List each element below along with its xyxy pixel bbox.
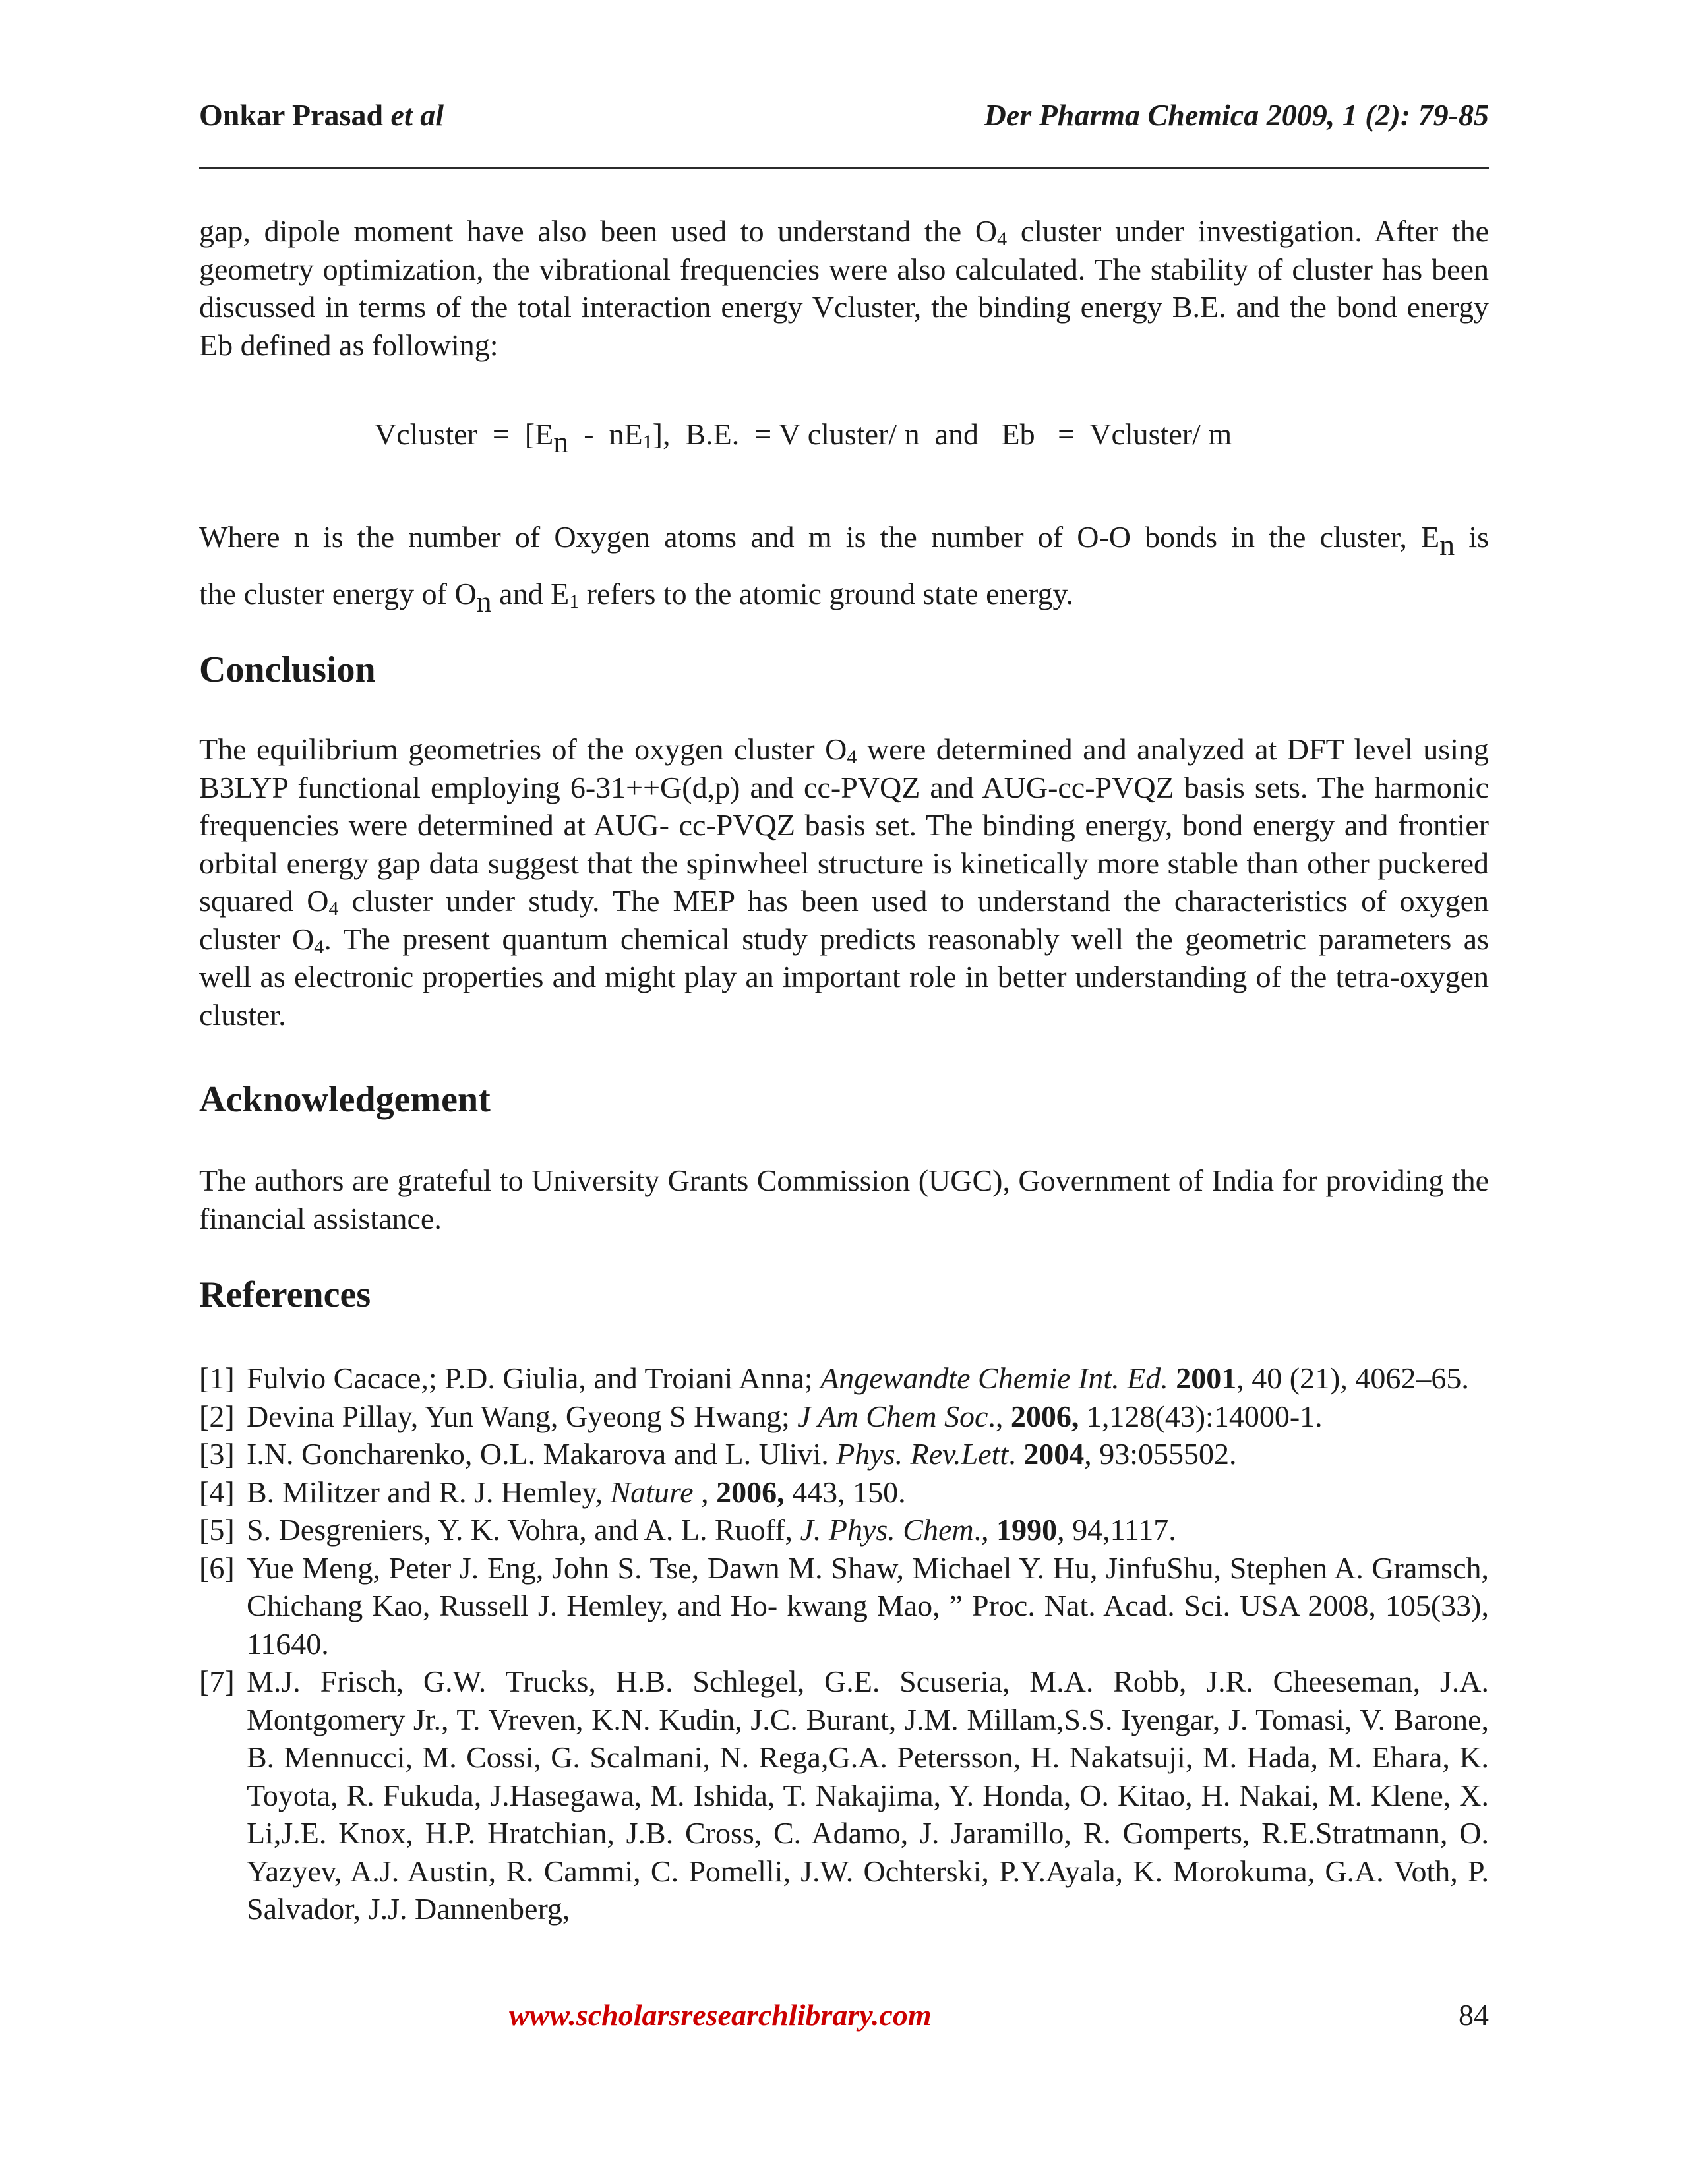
- reference-3: [3] I.N. Goncharenko, O.L. Makarova and L. Ulivi. Phys. Rev.Lett. 2004, 93:055502.: [199, 1437, 1237, 1471]
- reference-5: [5] S. Desgreniers, Y. K. Vohra, and A. L. Ruoff, J. Phys. Chem., 1990, 94,1117.: [199, 1513, 1176, 1547]
- reference-1: [1] Fulvio Cacace,; P.D. Giulia, and Troiani Anna; Angewandte Chemie Int. Ed. 2001, 40 (21), 4062–65.: [199, 1361, 1469, 1395]
- header-rule: [199, 167, 1489, 169]
- page-number: 84: [1459, 1998, 1489, 2032]
- intro-paragraph: gap, dipole moment have also been used to understand the $O_4$ cluster under investigation. After the geometry optimization, the vibrational frequencies were also calculated. The stability of cluster has been discussed in terms of the total interaction energy Vcluster, the binding energy B.E. and the bond energy Eb defined as following:: [199, 214, 1489, 362]
- reference-list: [199, 1359, 1489, 1928]
- header-journal: Der Pharma Chemica 2009, 1 (2): 79-85: [984, 98, 1489, 132]
- reference-7: [7] M.J. Frisch, G.W. Trucks, H.B. Schlegel, G.E. Scuseria, M.A. Robb, J.R. Cheeseman, J.A. Montgomery Jr., T. Vreven, K.N. Kudin, J.C. Burant, J.M. Millam,S.S. Iyengar, J. Tomasi, V. Barone, B. Mennucci, M. Cossi, G. Scalmani, N. Rega,G.A. Petersson, H. Nakatsuji, M. Hada, M. Ehara, K. Toyota, R. Fukuda, J.Hasegawa, M. Ishida, T. Nakajima, Y. Honda, O. Kitao, H. Nakai, M. Klene, X. Li,J.E. Knox, H.P. Hratchian, J.B. Cross, C. Adamo, J. Jaramillo, R. Gomperts, R.E.Stratmann, O. Yazyev, A.J. Austin, R. Cammi, C. Pomelli, J.W. Ochterski, P.Y.Ayala, K. Morokuma, G.A. Voth, P. Salvador, J.J. Dannenberg,: [199, 1665, 1489, 1926]
- reference-2: [2] Devina Pillay, Yun Wang, Gyeong S Hwang; J Am Chem Soc., 2006, 1,128(43):14000-1.: [199, 1399, 1323, 1433]
- conclusion-heading: Conclusion: [199, 649, 376, 690]
- energy-equation: Vcluster = $[En - nE_1]$, B.E. = V cluster/ n and Eb = Vcluster/ m: [375, 417, 1232, 459]
- footer-website-link[interactable]: www.scholarsresearchlibrary.com: [509, 1998, 932, 2032]
- definition-line-2: the cluster energy of On and $E_1$ refers to the atomic ground state energy.: [199, 577, 1073, 618]
- running-header: [199, 98, 1489, 140]
- acknowledgement-heading: Acknowledgement: [199, 1079, 491, 1120]
- acknowledgement-paragraph: The authors are grateful to University Grants Commission (UGC), Government of India for providing the financial assistance.: [199, 1164, 1489, 1235]
- definition-paragraph: [199, 509, 1489, 622]
- definition-line-1: Where n is the number of Oxygen atoms and m is the number of O-O bonds in the cluster, En is: [199, 520, 1490, 562]
- header-authors: Onkar Prasad et al: [199, 98, 444, 132]
- reference-4: [4] B. Militzer and R. J. Hemley, Nature , 2006, 443, 150.: [199, 1475, 906, 1509]
- conclusion-paragraph: The equilibrium geometries of the oxygen cluster $O_4$ were determined and analyzed at DFT level using B3LYP functional employing 6-31++G(d,p) and cc-PVQZ and AUG-cc-PVQZ basis sets. The harmonic frequencies were determined at AUG- cc-PVQZ basis set. The binding energy, bond energy and frontier orbital energy gap data suggest that the spinwheel structure is kinetically more stable than other puckered squared $O_4$ cluster under study. The MEP has been used to understand the characteristics of oxygen cluster $O_4$. The present quantum chemical study predicts reasonably well the geometric parameters as well as electronic properties and might play an important role in better understanding of the tetra-oxygen cluster.: [199, 732, 1490, 1032]
- reference-6: [6] Yue Meng, Peter J. Eng, John S. Tse, Dawn M. Shaw, Michael Y. Hu, JinfuShu, Stephen A. Gramsch, Chichang Kao, Russell J. Hemley, and Ho- kwang Mao, ” Proc. Nat. Acad. Sci. USA 2008, 105(33), 11640.: [199, 1550, 1489, 1661]
- references-heading: References: [199, 1274, 371, 1315]
